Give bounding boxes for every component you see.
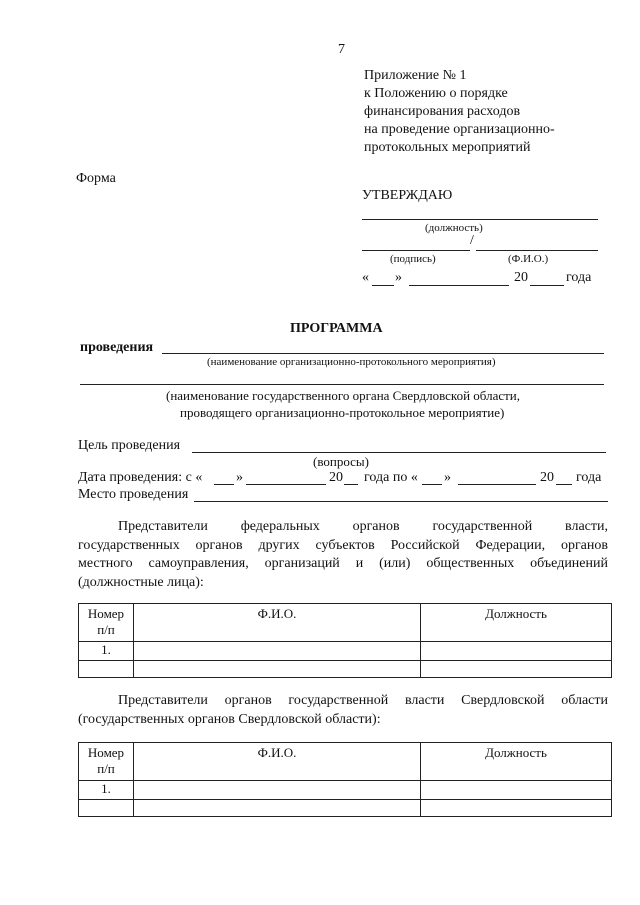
date-to-quote: » [444, 470, 451, 485]
event-name-line [162, 353, 604, 354]
date-to-label: года по « [364, 470, 418, 485]
date-from-quote: » [236, 470, 243, 485]
appendix-line: протокольных мероприятий [364, 140, 531, 155]
row-position-cell[interactable] [421, 661, 612, 678]
appendix-line: на проведение организационно- [364, 122, 555, 137]
goal-label: Цель проведения [78, 438, 181, 453]
goal-line [192, 452, 606, 453]
program-title: ПРОГРАММА [290, 321, 383, 336]
row-position-cell[interactable] [421, 800, 612, 817]
table-row [79, 800, 612, 817]
row-name-cell[interactable] [134, 781, 421, 800]
date-from-month-line [246, 484, 326, 485]
header-number-line2: п/п [97, 622, 115, 637]
header-number [79, 743, 134, 781]
date-year-word: года [576, 470, 602, 485]
section1-line: государственных органов других субъектов Российской Федерации, органов [78, 538, 608, 553]
approval-title: УТВЕРЖДАЮ [362, 188, 453, 203]
appendix-line: к Положению о порядке [364, 86, 508, 101]
date-year-prefix: 20 [514, 270, 528, 285]
row-number [79, 800, 134, 817]
date-from-day-line [214, 484, 234, 485]
representatives-table-1 [78, 603, 612, 678]
event-caption: (наименование организационно-протокольного мероприятия) [207, 356, 496, 368]
org-caption-line1: (наименование государственного органа Свердловской области, [166, 388, 521, 403]
header-name: Ф.И.О. [134, 604, 421, 642]
table-row [79, 781, 612, 800]
date-to-day-line [422, 484, 442, 485]
row-name-cell[interactable] [134, 642, 421, 661]
header-number-line1: Номер [87, 606, 125, 621]
date-to-year-line [556, 484, 572, 485]
org-caption-line2: проводящего организационно-протокольное мероприятие) [180, 405, 505, 420]
appendix-line: финансирования расходов [364, 104, 521, 119]
date-label: Дата проведения: с « [78, 470, 203, 485]
section1-line: Представители федеральных органов государственной власти, [118, 519, 608, 534]
place-line [194, 501, 608, 502]
conduct-label: проведения [80, 340, 154, 355]
row-position-cell[interactable] [421, 781, 612, 800]
header-number [79, 604, 134, 642]
row-number: 1. [79, 642, 134, 661]
header-number-line1: Номер [87, 745, 125, 760]
date-to-year: 20 [540, 470, 554, 485]
date-year-line [530, 285, 564, 286]
row-number [79, 661, 134, 678]
questions-caption: (вопросы) [313, 454, 369, 469]
representatives-table-2 [78, 742, 612, 817]
section1-line: (должностные лица): [78, 575, 204, 590]
header-number-line2: п/п [97, 761, 115, 776]
table-row [79, 661, 612, 678]
position-line [362, 219, 598, 220]
header-position: Должность [421, 743, 612, 781]
name-caption: (Ф.И.О.) [508, 253, 549, 265]
page-number: 7 [338, 42, 345, 57]
form-label: Форма [76, 171, 116, 186]
date-month-line [409, 285, 509, 286]
row-name-cell[interactable] [134, 661, 421, 678]
section2-line: (государственных органов Свердловской области): [78, 712, 381, 727]
signature-caption: (подпись) [390, 253, 436, 265]
signature-line [362, 250, 470, 251]
section2-line: Представители органов государственной власти Свердловской области [118, 693, 608, 708]
name-line [476, 250, 598, 251]
row-position-cell[interactable] [421, 642, 612, 661]
appendix-line: Приложение № 1 [364, 68, 467, 83]
header-position: Должность [421, 604, 612, 642]
date-open-quote: « [362, 270, 369, 285]
date-from-year: 20 [329, 470, 343, 485]
table-row [79, 642, 612, 661]
row-number: 1. [79, 781, 134, 800]
section1-line: местного самоуправления, организаций и (или) общественных объединений [78, 556, 608, 571]
org-name-line [80, 384, 604, 385]
date-to-month-line [458, 484, 536, 485]
date-close-quote: » [395, 270, 402, 285]
position-caption: (должность) [425, 222, 483, 234]
date-year-suffix: года [566, 270, 592, 285]
place-label: Место проведения [78, 487, 189, 502]
date-day-line [372, 285, 394, 286]
header-name: Ф.И.О. [134, 743, 421, 781]
signature-slash: / [470, 233, 474, 248]
date-from-year-line [344, 484, 358, 485]
row-name-cell[interactable] [134, 800, 421, 817]
